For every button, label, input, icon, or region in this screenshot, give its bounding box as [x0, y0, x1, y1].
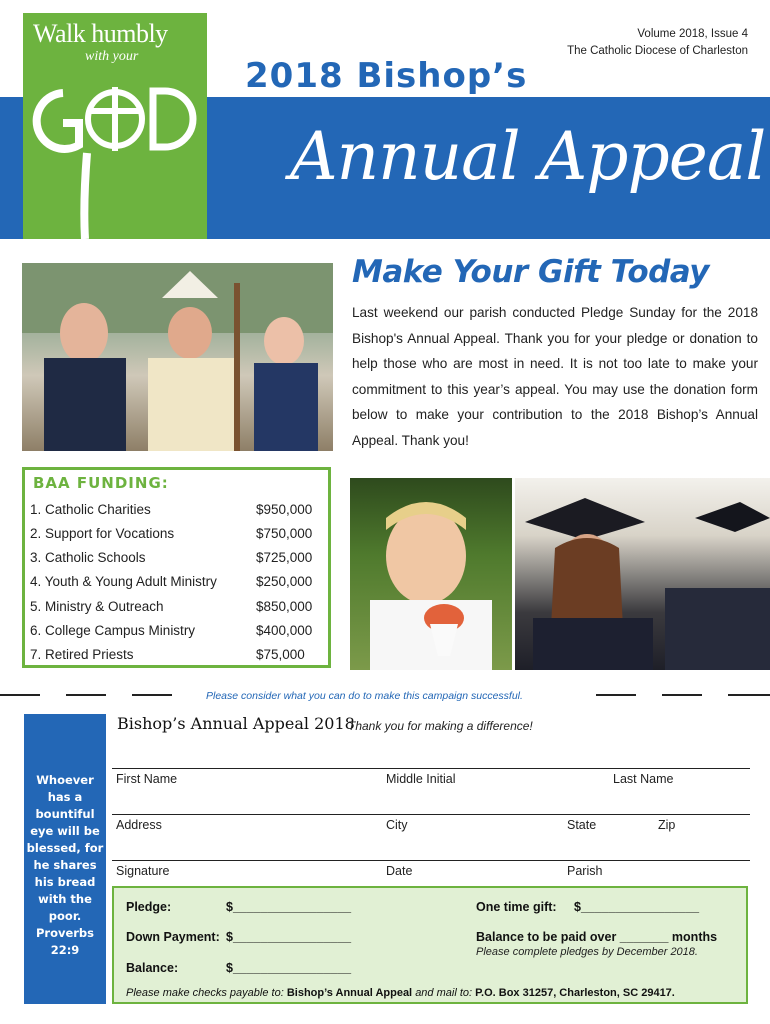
funding-item-amount: $250,000	[256, 574, 313, 589]
pledge-label: Pledge:	[126, 900, 172, 914]
first-name-label: First Name	[116, 772, 178, 786]
funding-title: BAA FUNDING:	[33, 474, 169, 492]
volume-text: Volume 2018, Issue 4	[637, 28, 748, 40]
logo-line1: Walk humbly	[33, 19, 168, 48]
funding-item-name: 6. College Campus Ministry	[30, 623, 196, 638]
address-line[interactable]	[112, 814, 750, 815]
cut-line-dash	[0, 694, 40, 696]
down-payment-field[interactable]: $_________________	[226, 930, 352, 944]
funding-item-name: 5. Ministry & Outreach	[30, 599, 164, 614]
cut-line-dash	[662, 694, 702, 696]
name-line[interactable]	[112, 768, 750, 769]
balance-label: Balance:	[126, 961, 179, 975]
graduates-photo	[515, 478, 770, 670]
funding-item-amount: $400,000	[256, 623, 313, 638]
cut-line-dash	[132, 694, 172, 696]
city-label: City	[386, 818, 408, 832]
gift-body-text: Last weekend our parish conducted Pledge Sunday for the 2018 Bishop's Annual Appeal. Thank you for your pledge or donation to help those who are most in need. It is not too late to make your commitment to this year’s appeal. You may use the donation form below to make your contribution to the 2018 Bishop’s Annual Appeal. Thank you!	[352, 305, 758, 448]
footer-middle: and mail to:	[415, 987, 473, 999]
parish-label: Parish	[567, 864, 603, 878]
mailing-instructions	[126, 987, 675, 999]
one-time-gift-field[interactable]: $_________________	[574, 900, 700, 914]
funding-item-name: 1. Catholic Charities	[30, 502, 151, 517]
annual-appeal-script-title: Annual Appeal	[290, 118, 766, 195]
logo-line2: with your	[85, 49, 139, 64]
issue-info	[567, 26, 748, 60]
one-time-gift-label: One time gift:	[476, 900, 557, 914]
cut-line-dash	[728, 694, 770, 696]
pledge-box	[112, 886, 748, 1004]
page-title: 2018 Bishop’s	[245, 56, 528, 96]
funding-item-name: 7. Retired Priests	[30, 647, 134, 662]
bishop-group-photo	[22, 263, 333, 451]
last-name-label: Last Name	[613, 772, 674, 786]
balance-months-field[interactable]: Balance to be paid over _______ months	[476, 930, 718, 944]
form-thanks: Thank you for making a difference!	[348, 719, 533, 733]
middle-initial-label: Middle Initial	[386, 772, 456, 786]
signature-label: Signature	[116, 864, 170, 878]
footer-payee: Bishop’s Annual Appeal	[286, 987, 413, 999]
funding-item-name: 4. Youth & Young Adult Ministry	[30, 574, 217, 589]
balance-field[interactable]: $_________________	[226, 961, 352, 975]
cut-line-dash	[66, 694, 106, 696]
funding-item-name: 3. Catholic Schools	[30, 550, 146, 565]
divider-note: Please consider what you can do to make this campaign successful.	[206, 690, 523, 702]
date-label: Date	[386, 864, 413, 878]
proverbs-quote: Whoever has a bountiful eye will be blessed, for he shares his bread with the poor. Proverbs 22:9	[26, 773, 104, 957]
funding-item-amount: $725,000	[256, 550, 313, 565]
gift-heading: Make Your Gift Today	[352, 254, 709, 290]
diocese-text: The Catholic Diocese of Charleston	[567, 45, 748, 57]
walk-humbly-logo	[23, 13, 207, 239]
down-payment-label: Down Payment:	[126, 930, 220, 944]
funding-item-name: 2. Support for Vocations	[30, 526, 175, 541]
footer-prefix: Please make checks payable to:	[126, 987, 284, 999]
complete-pledges-note: Please complete pledges by December 2018.	[476, 946, 698, 958]
god-crozier-logo-art	[23, 53, 207, 239]
funding-item-amount: $750,000	[256, 526, 313, 541]
boy-snow-cone-photo	[350, 478, 512, 670]
state-label: State	[567, 818, 597, 832]
signature-line[interactable]	[112, 860, 750, 861]
address-label: Address	[116, 818, 162, 832]
baa-funding-box	[22, 467, 331, 668]
funding-item-amount: $75,000	[256, 647, 305, 662]
proverbs-quote-panel	[24, 714, 106, 1004]
cut-line-dash	[596, 694, 636, 696]
footer-address: P.O. Box 31257, Charleston, SC 29417.	[475, 987, 675, 999]
form-title: Bishop’s Annual Appeal 2018	[117, 714, 355, 733]
zip-label: Zip	[658, 818, 676, 832]
pledge-amount-field[interactable]: $_________________	[226, 900, 352, 914]
funding-item-amount: $950,000	[256, 502, 313, 517]
funding-item-amount: $850,000	[256, 599, 313, 614]
